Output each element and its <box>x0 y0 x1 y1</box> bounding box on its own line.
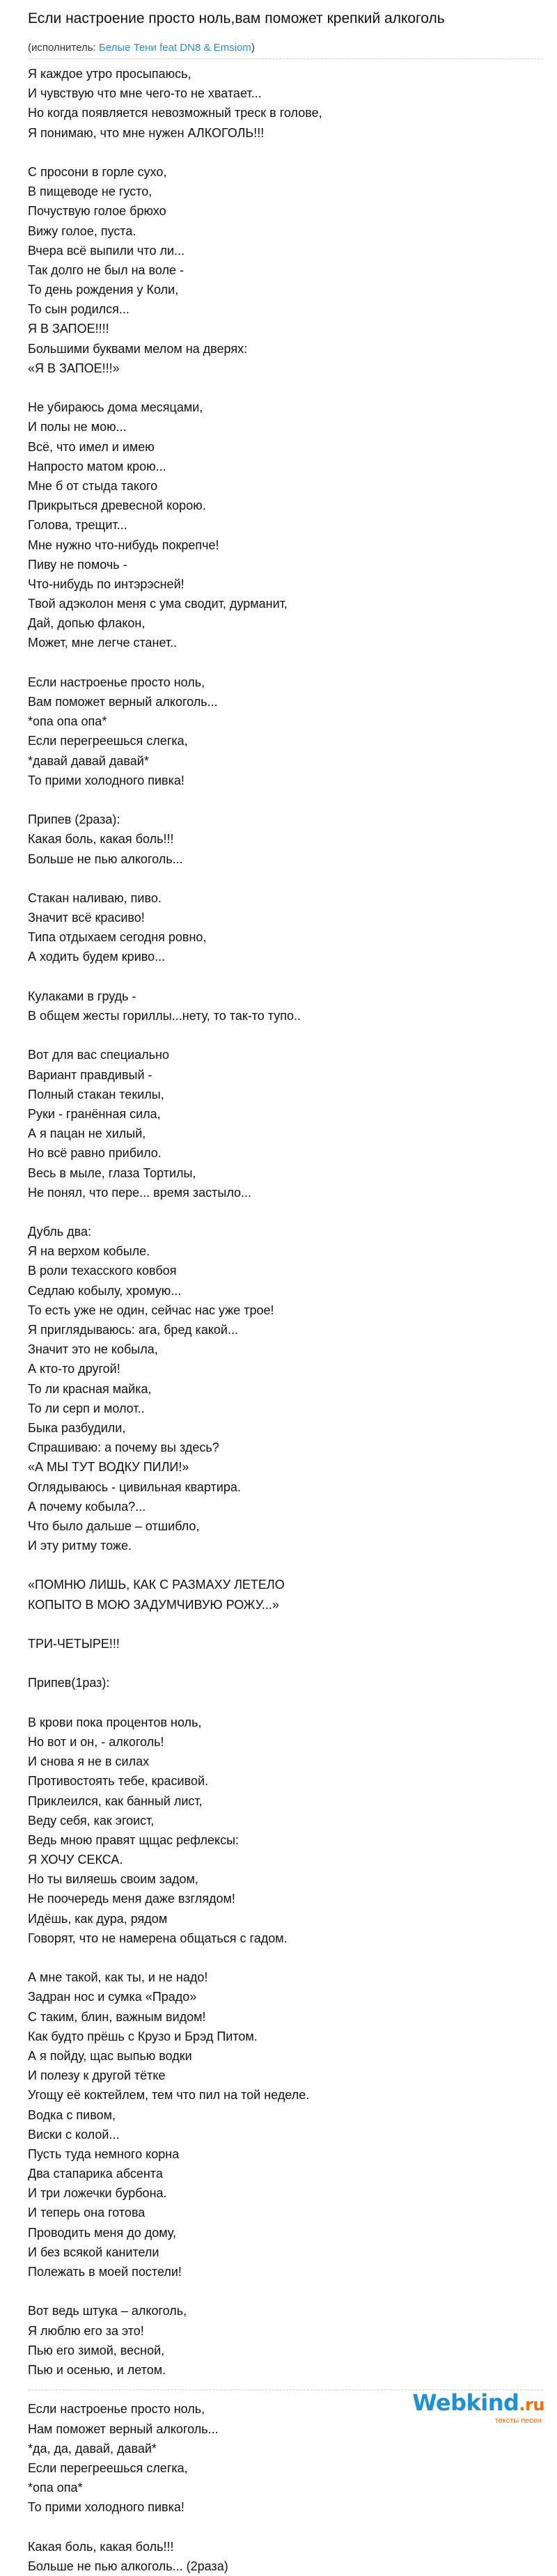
lyric-line: Не поочередь меня даже взглядом! <box>28 1892 235 1906</box>
logo-tagline: тексты песен <box>494 2417 542 2425</box>
lyric-line: Если перегреешься слегка, <box>28 2460 188 2475</box>
lyric-line: Как будто прёшь с Крузо и Брэд Питом. <box>28 2029 258 2043</box>
lyric-line: Задран нос и сумка «Прадо» <box>28 1990 197 2004</box>
lyric-line: Дубль два: <box>28 1225 92 1239</box>
lyric-line: Приклеился, как банный лист, <box>28 1793 203 1808</box>
lyric-line: Веду себя, как эгоист, <box>28 1813 155 1828</box>
stanza-break <box>28 143 543 162</box>
lyric-line: В общем жесты гориллы...нету, то так-то тупо.. <box>28 1009 301 1023</box>
lyric-line: Угощу её коктейлем, тем что пил на той неделе. <box>28 2088 310 2103</box>
byline-suffix: ) <box>251 42 255 54</box>
stanza-break <box>28 1026 543 1045</box>
lyric-line: Дай, допью флакон, <box>28 616 146 631</box>
lyric-line: Но вот и он, - алкоголь! <box>28 1734 164 1749</box>
lyric-line: То день рождения у Коли, <box>28 283 179 297</box>
lyric-line: И полы не мою... <box>28 420 127 434</box>
stanza-break <box>28 1654 543 1673</box>
lyric-line: Вам поможет верный алкоголь... <box>28 695 218 709</box>
lyric-line: Припев (2раза): <box>28 812 120 827</box>
lyric-line: Вчера всё выпили что ли... <box>28 243 185 258</box>
lyric-line: Большими буквами мелом на дверях: <box>28 341 248 356</box>
lyric-line: То ли красная майка, <box>28 1381 152 1396</box>
stanza-break <box>28 1202 543 1222</box>
lyric-line: Противостоять тебе, красивой. <box>28 1774 209 1789</box>
lyric-line: Какая боль, какая боль!!! <box>28 2539 174 2554</box>
lyric-line: *да, да, давай, давай* <box>28 2441 157 2456</box>
lyric-line: Припев(1раз): <box>28 1676 110 1690</box>
lyric-line: Типа отдыхаем сегодня ровно, <box>28 930 207 945</box>
lyric-line: Пиву не помочь - <box>28 557 127 572</box>
byline-prefix: (исполнитель: <box>28 42 99 54</box>
lyric-line: Если настроенье просто ноль, <box>28 2402 205 2417</box>
lyric-line: Какая боль, какая боль!!! <box>28 832 174 847</box>
lyric-line: И полезу к другой тётке <box>28 2068 166 2083</box>
stanza-break <box>28 378 543 398</box>
stanza-break <box>28 2282 543 2301</box>
lyric-line: Пусть туда немного корна <box>28 2146 180 2161</box>
lyric-line: С просони в горле сухо, <box>28 164 167 179</box>
stanza-break <box>28 653 543 673</box>
lyric-line: Седлаю кобылу, хромую... <box>28 1283 182 1298</box>
lyric-line: Если настроенье просто ноль, <box>28 675 205 689</box>
lyric-line: Я люблю его за это! <box>28 2323 144 2338</box>
footer <box>0 2388 557 2426</box>
lyric-line: Если перегреешься слегка, <box>28 734 188 748</box>
lyric-line: Идёшь, как дура, рядом <box>28 1911 168 1926</box>
lyric-line: С таким, блин, важным видом! <box>28 2009 206 2024</box>
lyric-line: *опа опа опа* <box>28 714 107 729</box>
lyric-line: Быка разбудили, <box>28 1420 126 1435</box>
lyric-line: Я понимаю, что мне нужен АЛКОГОЛЬ!!! <box>28 125 265 140</box>
lyric-line: «А МЫ ТУТ ВОДКУ ПИЛИ!» <box>28 1460 189 1475</box>
lyrics-text <box>28 64 543 2576</box>
lyric-line: Голова, трещит... <box>28 518 127 533</box>
lyric-line: *опа опа* <box>28 2481 83 2495</box>
lyric-line: И чувствую что мне чего-то не хватает... <box>28 86 262 101</box>
lyric-line: Кулаками в грудь - <box>28 989 136 1003</box>
lyric-line: Руки - гранённая сила, <box>28 1106 161 1121</box>
lyric-line: Спрашиваю: а почему вы здесь? <box>28 1440 219 1455</box>
stanza-break <box>28 2517 543 2536</box>
lyric-line: Я на верхом кобыле. <box>28 1244 150 1259</box>
lyric-line: Говорят, что не намерена общаться с гадом. <box>28 1931 288 1945</box>
lyric-line: Но когда появляется невозможный треск в голове, <box>28 106 322 120</box>
lyric-line: Но всё равно прибило. <box>28 1146 162 1161</box>
lyric-line: А кто-то другой! <box>28 1362 120 1376</box>
stanza-break <box>28 1615 543 1634</box>
stanza-break <box>28 1555 543 1575</box>
lyric-line: Больше не пью алкоголь... <box>28 851 183 866</box>
lyric-line: Что было дальше – отшибло, <box>28 1518 200 1533</box>
lyric-line: Почуствую голое брюхо <box>28 204 166 219</box>
lyric-line: Значит это не кобыла, <box>28 1342 158 1357</box>
lyric-line: Стакан наливаю, пиво. <box>28 890 162 905</box>
lyric-line: Вижу голое, пуста. <box>28 223 136 238</box>
lyric-line: А мне такой, как ты, и не надо! <box>28 1970 208 1985</box>
lyric-line: А я пацан не хилый, <box>28 1126 146 1141</box>
lyric-line: А я пойду, щас выпью водки <box>28 2048 192 2063</box>
lyric-line: Не понял, что пере... время застыло... <box>28 1185 252 1200</box>
lyric-line: Значит всё красиво! <box>28 911 145 925</box>
lyric-line: Я каждое утро просыпаюсь, <box>28 67 191 81</box>
lyric-line: А ходить будем криво... <box>28 950 166 964</box>
lyric-line: Твой адэколон меня с ума сводит, дурманит, <box>28 597 288 611</box>
stanza-break <box>28 967 543 987</box>
lyric-line: Я В ЗАПОЕ!!!! <box>28 322 109 336</box>
lyric-line: И эту ритму тоже. <box>28 1539 132 1553</box>
lyric-line: В пищеводе не густо, <box>28 184 152 199</box>
lyric-line: Мне б от стыда такого <box>28 478 158 493</box>
lyric-line: Вот для вас специально <box>28 1048 169 1062</box>
artist-link[interactable]: Белые Тени feat DN8 & Emsiom <box>98 42 251 54</box>
lyric-line: Что-нибудь по интэрэсней! <box>28 576 185 591</box>
lyric-line: И снова я не в силах <box>28 1754 150 1769</box>
lyric-line: То прими холодного пивка! <box>28 2500 185 2515</box>
stanza-break <box>28 1948 543 1968</box>
lyric-line: ТРИ-ЧЕТЫРЕ!!! <box>28 1637 120 1651</box>
lyric-line: Проводить меня до дому, <box>28 2225 176 2240</box>
performer-byline <box>28 39 255 57</box>
lyric-line: То ли серп и молот.. <box>28 1401 145 1415</box>
lyric-line: И теперь она готова <box>28 2206 146 2220</box>
lyric-line: И без всякой канители <box>28 2245 159 2259</box>
lyric-line: Нам поможет верный алкоголь... <box>28 2421 219 2436</box>
lyric-line: Пью его зимой, весной, <box>28 2343 165 2357</box>
webkind-logo[interactable] <box>391 2391 544 2423</box>
lyric-line: Ведь мною правят щщас рефлексы: <box>28 1832 240 1847</box>
lyric-line: Больше не пью алкоголь... (2раза) <box>28 2559 228 2573</box>
lyric-line: В крови пока процентов ноль, <box>28 1715 202 1729</box>
lyric-line: То сын родился... <box>28 302 130 317</box>
lyric-line: В роли техасского ковбоя <box>28 1264 177 1278</box>
lyric-line: Оглядываюсь - цивильная квартира. <box>28 1479 241 1494</box>
lyric-line: Полежать в моей постели! <box>28 2265 182 2279</box>
lyric-line: Я ХОЧУ СЕКСА. <box>28 1853 123 1867</box>
stanza-break <box>28 869 543 888</box>
lyric-line: Вот ведь штука – алкоголь, <box>28 2304 187 2318</box>
lyric-line: Два стапарика абсента <box>28 2167 163 2181</box>
lyric-line: Но ты виляешь своим задом, <box>28 1872 198 1887</box>
lyric-line: Может, мне легче станет.. <box>28 636 178 650</box>
logo-brand-name: Webkind <box>412 2389 519 2416</box>
lyric-line: Я приглядываюсь: ага, бред какой... <box>28 1323 238 1337</box>
lyric-line: КОПЫТО В МОЮ ЗАДУМЧИВУЮ РОЖУ...» <box>28 1597 279 1612</box>
lyric-line: Водка с пивом, <box>28 2107 116 2122</box>
lyric-line: Пью и осенью, и летом. <box>28 2362 166 2377</box>
lyric-line: И три ложечки бурбона. <box>28 2186 167 2201</box>
lyric-line: Весь в мыле, глаза Тортилы, <box>28 1165 196 1180</box>
lyric-line: Мне нужно что-нибудь покрепче! <box>28 537 219 552</box>
lyric-line: Так долго не был на воле - <box>28 262 185 277</box>
lyric-line: *давай давай давай* <box>28 753 149 768</box>
lyric-line: То есть уже не один, сейчас нас уже трое! <box>28 1303 274 1317</box>
lyric-line: То прими холодного пивка! <box>28 773 185 787</box>
header-divider <box>28 58 543 59</box>
logo-brand <box>391 2391 544 2417</box>
lyric-line: А почему кобыла?... <box>28 1499 146 1514</box>
lyric-line: «ПОМНЮ ЛИШЬ, КАК С РАЗМАХУ ЛЕТЕЛО <box>28 1578 285 1592</box>
lyric-line: Не убираюсь дома месяцами, <box>28 400 203 415</box>
lyric-line: Полный стакан текилы, <box>28 1087 164 1101</box>
lyric-line: Прикрыться древесной корою. <box>28 498 206 513</box>
lyric-line: «Я В ЗАПОЕ!!!» <box>28 361 120 375</box>
lyric-line: Вариант правдивый - <box>28 1067 152 1082</box>
logo-brand-tld: .ru <box>519 2395 544 2414</box>
stanza-break <box>28 790 543 810</box>
lyric-line: Виски с колой... <box>28 2127 120 2142</box>
stanza-break <box>28 1693 543 1713</box>
page-title: Если настроение просто ноль,вам поможет крепкий алкоголь <box>28 10 445 26</box>
lyric-line: Всё, что имел и имею <box>28 439 155 454</box>
lyric-line: Напросто матом крою... <box>28 459 166 473</box>
